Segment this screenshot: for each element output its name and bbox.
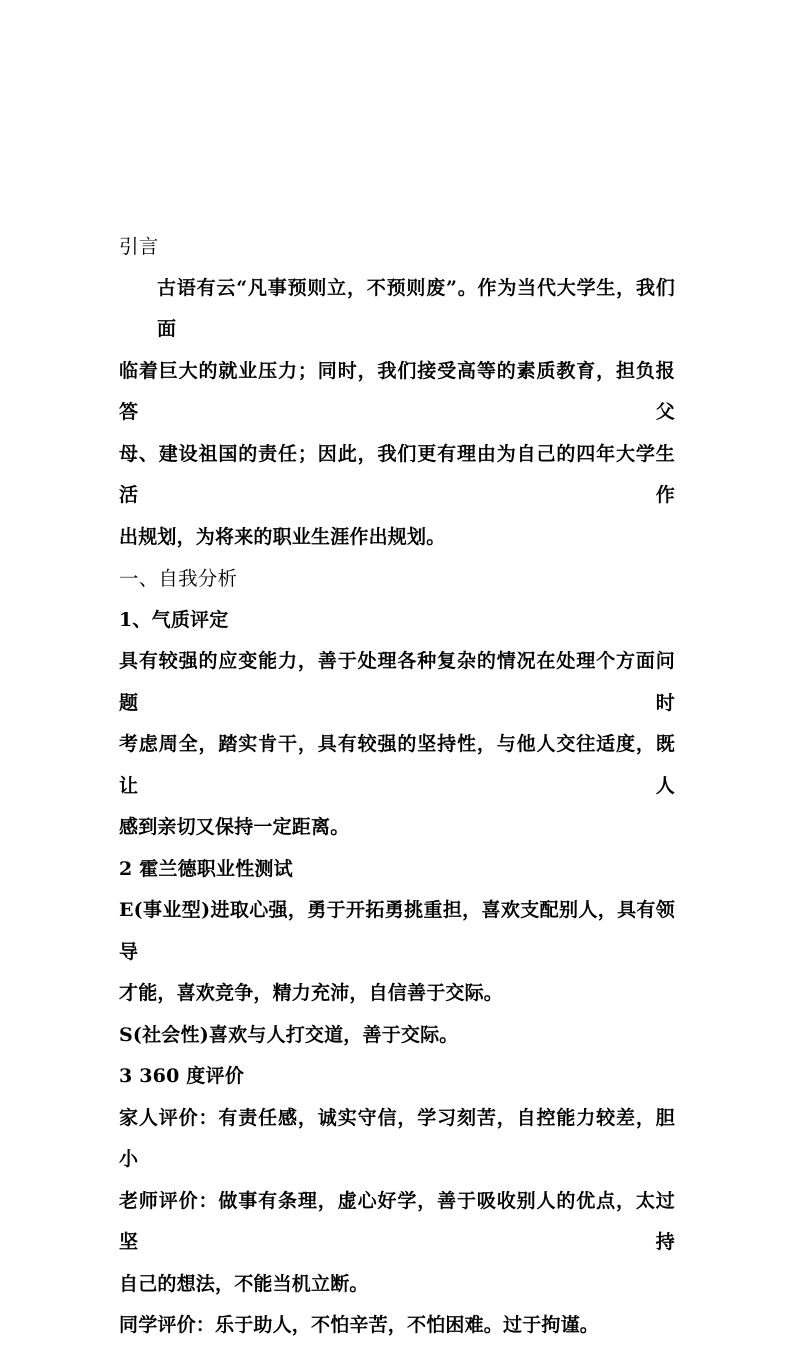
holland-paragraph-line: S(社会性)喜欢与人打交道，善于交际。 [119, 1023, 459, 1046]
evaluation-teacher-line: 老师评价：做事有条理，虚心好学，善于吸收别人的优点，太过坚持 [119, 1189, 675, 1253]
subheading-360-evaluation: 3 360 度评价 [119, 1065, 244, 1087]
subheading-temperament: 1、气质评定 [119, 608, 229, 631]
evaluation-teacher-line-cont: 自己的想法，不能当机立断。 [119, 1272, 369, 1295]
intro-paragraph-line: 母、建设祖国的责任；因此，我们更有理由为自己的四年大学生活作 [119, 442, 675, 506]
intro-heading: 引言 [119, 235, 159, 258]
holland-paragraph-line: E(事业型)进取心强，勇于开拓勇挑重担，喜欢支配别人，具有领导 [119, 899, 675, 963]
subheading-holland-test: 2 霍兰德职业性测试 [119, 857, 293, 880]
document-body [119, 226, 675, 1347]
temperament-paragraph-line: 感到亲切又保持一定距离。 [119, 816, 350, 838]
holland-paragraph-line: 才能，喜欢竞争，精力充沛，自信善于交际。 [119, 982, 504, 1004]
intro-paragraph-line: 古语有云“凡事预则立，不预则废”。作为当代大学生，我们面 [157, 276, 675, 340]
intro-paragraph-line: 出规划，为将来的职业生涯作出规划。 [119, 525, 446, 548]
temperament-paragraph-line: 考虑周全，踏实肯干，具有较强的坚持性，与他人交往适度，既让人 [119, 733, 675, 797]
intro-paragraph-line: 临着巨大的就业压力；同时，我们接受高等的素质教育，担负报答父 [119, 359, 675, 423]
temperament-paragraph-line: 具有较强的应变能力，善于处理各种复杂的情况在处理个方面问题时 [119, 650, 675, 714]
evaluation-classmate-line: 同学评价：乐于助人，不怕辛苦，不怕困难。过于拘谨。 [119, 1314, 600, 1336]
evaluation-family-line: 家人评价：有责任感，诚实守信，学习刻苦，自控能力较差，胆小 [119, 1106, 675, 1170]
section-heading-self-analysis: 一、自我分析 [119, 567, 238, 590]
